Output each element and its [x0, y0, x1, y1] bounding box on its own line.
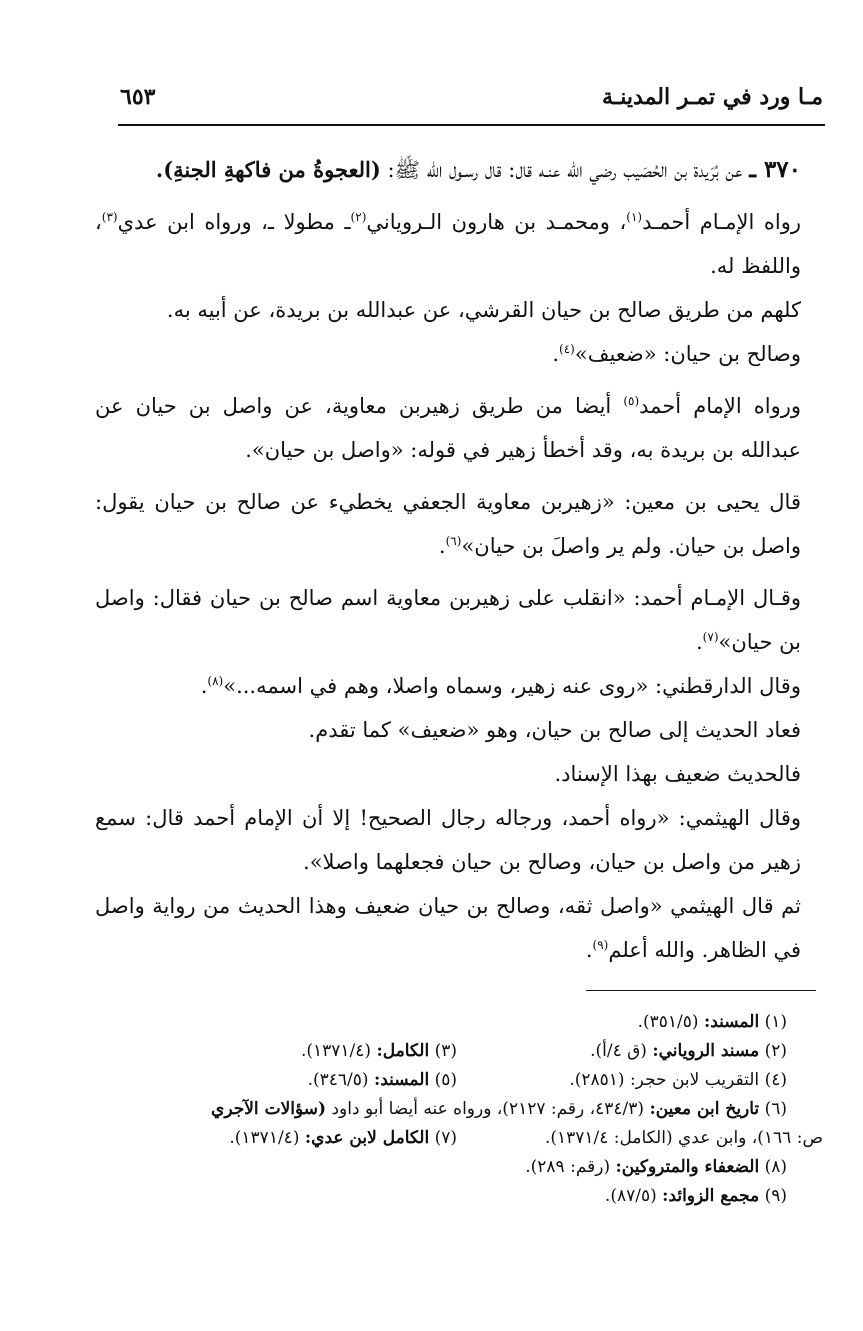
footnote-row-6b-7 [100, 1124, 823, 1153]
footnote-5: (٥) المسند: (٣٤٦/٥). [307, 1070, 457, 1090]
footnote-4: (٤) التقريب لابن حجر: (٢٨٥١). [569, 1070, 787, 1090]
footnote-row-4-5 [100, 1066, 823, 1095]
footnote-ref: (٩) [592, 938, 609, 952]
footnote-9: (٩) مجمع الزوائد: (٨٧/٥). [604, 1186, 787, 1206]
paragraph-second-route: ورواه الإمام أحمد$^{(٥)}$ أيضا من طريق زهيربن معاوية، عن واصل بن حيان عن عبدالله بن بريدة به، وقد أخطأ زهير في قوله: «واصل بن حيان». [95, 394, 801, 462]
footnote-7: (٧) الكامل لابن عدي: (١٣٧١/٤). [229, 1128, 457, 1148]
footnote-rule [586, 990, 816, 991]
paragraph-haythami-2: ثم قال الهيثمي «واصل ثقه، وصالح بن حيان ضعيف وهذا الحديث من رواية واصل في الظاهر. والله أعلم$^{(٩)}$. [95, 894, 801, 962]
hadith-number: ٣٧٠ ـ [749, 156, 801, 183]
footnote-ref: (٦) [445, 534, 462, 548]
paragraph-return: فعاد الحديث إلى صالح بن حيان، وهو «ضعيف» كما تقدم. [308, 718, 801, 742]
hadith-paragraph [95, 148, 823, 192]
footnote-ref: (٥) [623, 394, 640, 408]
footnote-ref: (٣) [101, 210, 118, 224]
paragraph-ibn-maeen: قال يحيى بن معين: «زهيربن معاوية الجعفي يخطيء عن صالح بن حيان يقول: واصل بن حيان. ولم ير واصلَ بن حيان»$^{(٦)}$. [95, 490, 801, 558]
footnote-2: (٢) مسند الروياني: (ق ٤/أ). [590, 1041, 787, 1061]
footnote-8: (٨) الضعفاء والمتروكين: (رقم: ٢٨٩). [525, 1157, 787, 1177]
paragraph-grading: وصالح بن حيان: «ضعيف»$^{(٤)}$. [552, 342, 801, 366]
running-title: مـا ورد في تمـر المدينـة [602, 84, 823, 110]
header-rule [118, 124, 825, 126]
footnote-6: (٦) تاريخ ابن معين: (٤٣٤/٣، رقم: ٢١٢٧)، ورواه عنه أيضا أبو داود (سؤالات الآجري [211, 1099, 787, 1119]
footnote-ref: (٧) [702, 630, 719, 644]
footnote-ref: (٢) [350, 210, 367, 224]
paragraph-ahmad: وقـال الإمـام أحمد: «انقلب على زهيربن معاوية اسم صالح بن حيان فقال: واصل بن حيان»$^{(٧)}$. [95, 586, 801, 654]
paragraph-verdict: فالحديث ضعيف بهذا الإسناد. [554, 762, 801, 786]
paragraph-haythami: وقال الهيثمي: «رواه أحمد، ورجاله رجال الصحيح! إلا أن الإمام أحمد قال: سمع زهير من واصل بن حيان، وصالح بن حيان فجعلهما واصلا». [95, 806, 801, 874]
paragraph-chain: كلهم من طريق صالح بن حيان القرشي، عن عبدالله بن بريدة، عن أبيه به. [166, 298, 801, 322]
footnote-row-2-3 [100, 1037, 823, 1066]
hadith-quote: (العجوةُ من فاكهةِ الجنةِ). [155, 157, 381, 182]
footnote-ref: (١) [626, 210, 643, 224]
footnotes [100, 1008, 823, 1211]
page-header [120, 84, 823, 124]
footnote-ref: (٤) [559, 342, 575, 356]
footnote-1: (١) المسند: (٣٥١/٥). [637, 1012, 787, 1032]
hadith-text: عن بُرَيدة بن الحُصَيب رضي الله عنـه قال: قال رسـول الله ﷺ: [387, 158, 743, 182]
paragraph-narration: رواه الإمـام أحمـد$^{(١)}$، ومحمـد بن هارون الـروياني$^{(٢)}$ـ مطولا ـ، ورواه ابن عدي$^{(٣)}$، واللفظ له. [95, 210, 801, 278]
paragraph-daraqutni: وقال الدارقطني: «روى عنه زهير، وسماه واصلا، وهم في اسمه...»$^{(٨)}$. [200, 674, 801, 698]
main-text [95, 148, 823, 972]
footnote-3: (٣) الكامل: (١٣٧١/٤). [300, 1041, 457, 1061]
page-number: ٦٥٣ [120, 84, 156, 110]
footnote-6-cont: ص: ١٦٦)، وابن عدي (الكامل: ١٣٧١/٤). [544, 1128, 823, 1148]
footnote-ref: (٨) [207, 674, 224, 688]
